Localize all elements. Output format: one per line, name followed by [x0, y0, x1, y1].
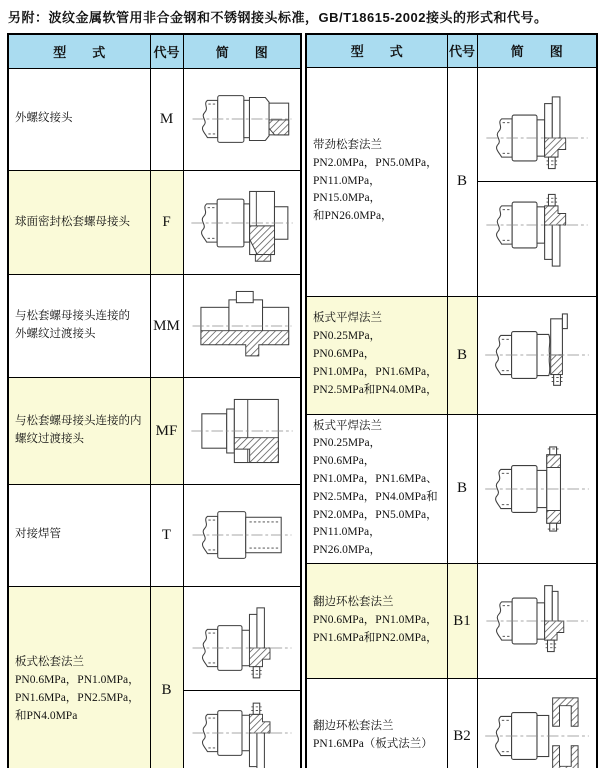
table-row: [8, 586, 301, 768]
necked-loose-flange-diagram-top: [482, 95, 592, 181]
plate-loose-flange-diagram-top: [187, 606, 297, 690]
diagram-cell: [183, 69, 301, 171]
code-cell: B: [447, 67, 477, 296]
code-cell: M: [150, 69, 183, 171]
diagram-subcell: [184, 606, 301, 690]
table-row: [306, 564, 597, 679]
type-cell: 对接焊管: [8, 484, 150, 586]
flanged-ring-loose-plate-flange-diagram: [482, 692, 592, 768]
code-cell: B2: [447, 679, 477, 768]
table-row: [8, 275, 301, 378]
col-header-code: 代号: [447, 34, 477, 67]
type-cell: 板式平焊法兰 PN0.25MPa，PN0.6MPa， PN1.0MPa，PN1.6MPa， PN2.5MPa和PN4.0MPa，: [306, 296, 447, 414]
spherical-seal-loose-nut-fitting-diagram: [187, 180, 297, 266]
male-thread-fitting-diagram: [187, 77, 297, 161]
diagram-cell: [477, 564, 597, 679]
table-row: [8, 484, 301, 586]
type-cell: 板式松套法兰 PN0.6MPa，PN1.0MPa， PN1.6MPa，PN2.5MPa， 和PN4.0MPa: [8, 586, 150, 768]
diagram-cell: [183, 275, 301, 378]
necked-loose-flange-diagram-bottom: [482, 182, 592, 268]
type-cell: 与松套螺母接头连接的内 螺纹过渡接头: [8, 378, 150, 485]
col-header-type: 型 式: [306, 34, 447, 67]
code-cell: B: [447, 414, 477, 564]
diagram-cell: [477, 414, 597, 564]
diagram-subcell: [478, 95, 597, 181]
table-row: [306, 414, 597, 564]
female-thread-adapter-diagram: [187, 388, 297, 474]
code-cell: T: [150, 484, 183, 586]
col-header-code: 代号: [150, 34, 183, 69]
col-header-diagram: 简 图: [477, 34, 597, 67]
type-cell: 板式平焊法兰 PN0.25MPa，PN0.6MPa， PN1.0MPa，PN1.6MPa、 PN2.5MPa，PN4.0MPa和 PN2.0MPa，PN5.0MPa， PN11.0MPa，PN26.0MPa，: [306, 414, 447, 564]
type-cell: 带劲松套法兰 PN2.0MPa，PN5.0MPa， PN11.0MPa，PN15.0MPa， 和PN26.0MPa，: [306, 67, 447, 296]
diagram-cell: [183, 586, 301, 768]
code-cell: MM: [150, 275, 183, 378]
male-thread-adapter-diagram: [187, 284, 297, 368]
type-cell: 球面密封松套螺母接头: [8, 170, 150, 275]
diagram-subcell: [184, 690, 301, 768]
type-cell: 翻边环松套法兰 PN0.6MPa，PN1.0MPa， PN1.6MPa和PN2.0MPa，: [306, 564, 447, 679]
diagram-subcell: [478, 181, 597, 268]
col-header-diagram: 简 图: [183, 34, 301, 69]
butt-weld-pipe-diagram: [187, 493, 297, 577]
table-row: [8, 378, 301, 485]
type-cell: 翻边环松套法兰 PN1.6MPa（板式法兰）: [306, 679, 447, 768]
type-cell: 外螺纹接头: [8, 69, 150, 171]
plate-flat-weld-flange-diagram-2: [482, 445, 592, 533]
type-cell: 与松套螺母接头连接的 外螺纹过渡接头: [8, 275, 150, 378]
plate-flat-weld-flange-diagram: [482, 311, 592, 399]
plate-loose-flange-diagram-bottom: [187, 691, 297, 768]
diagram-cell: [183, 170, 301, 275]
code-cell: B1: [447, 564, 477, 679]
flanged-ring-loose-flange-diagram: [482, 578, 592, 664]
table-row: [306, 679, 597, 768]
col-header-type: 型 式: [8, 34, 150, 69]
diagram-cell: [183, 484, 301, 586]
code-cell: B: [150, 586, 183, 768]
code-cell: B: [447, 296, 477, 414]
header-row: [8, 34, 301, 69]
table-row: [8, 69, 301, 171]
page-title: 另附：波纹金属软管用非合金钢和不锈钢接头标准，GB/T18615-2002接头的形式和代号。: [8, 10, 548, 25]
code-cell: F: [150, 170, 183, 275]
diagram-cell: [477, 296, 597, 414]
code-cell: MF: [150, 378, 183, 485]
table-row: [8, 170, 301, 275]
diagram-cell: [477, 679, 597, 768]
header-row: [306, 34, 597, 67]
diagram-cell: [477, 67, 597, 296]
fittings-table-left: [7, 33, 302, 768]
table-row: [306, 67, 597, 296]
fittings-table: [7, 33, 593, 768]
table-row: [306, 296, 597, 414]
fittings-table-right: [305, 33, 598, 768]
diagram-cell: [183, 378, 301, 485]
